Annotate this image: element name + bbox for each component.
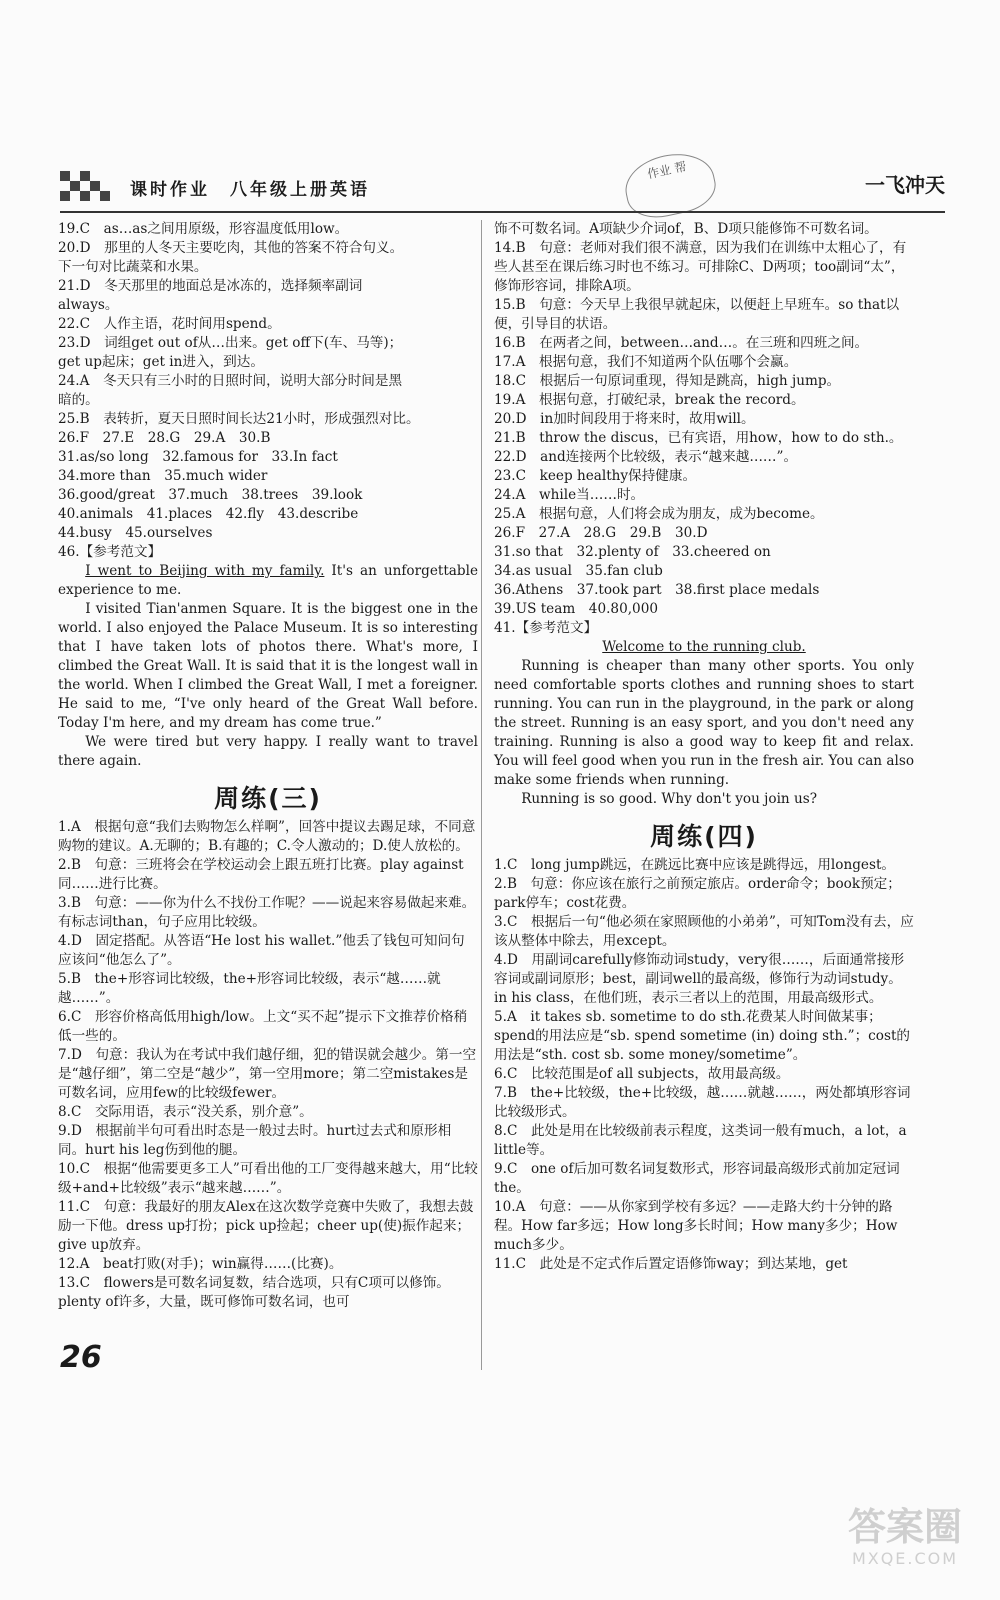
answer-line: 39.US team 40.80,000	[494, 601, 658, 617]
answer-line: 23.C keep healthy保持健康。	[494, 468, 697, 484]
answer-line: 36.Athens 37.took part 38.first place medals	[494, 582, 820, 598]
watermark-logo	[830, 1505, 980, 1585]
answer-list-left	[58, 220, 478, 562]
watermark-url: MXQE.COM	[851, 1549, 959, 1568]
answer-line: 11.C 句意：我最好的朋友Alex在这次数学竞赛中失败了，我想去鼓励一下他。dress up打扮；pick up捡起；cheer up(使)振作起来；give up放弃。	[58, 1199, 474, 1253]
answer-line: 15.B 句意：今天早上我很早就起床，以便赶上早班车。so that以便，引导目的状语。	[494, 297, 900, 332]
answer-line: 13.C flowers是可数名词复数，结合选项，只有C项可以修饰。plenty of许多，大量，既可修饰可数名词，也可	[58, 1275, 450, 1310]
answer-line: 3.B 句意：——你为什么不找份工作呢？——说起来容易做起来难。有标志词than，句子应用比较级。	[58, 895, 476, 930]
answer-line: get up起床；get in进入，到达。	[58, 354, 264, 370]
watermark-text: 答案圈	[847, 1505, 962, 1549]
answer-list-week4	[494, 856, 914, 1274]
answer-line: 44.busy 45.ourselves	[58, 525, 213, 541]
column-divider	[481, 220, 482, 1370]
answer-line: 34.more than 35.much wider	[58, 468, 268, 484]
page-header	[60, 159, 945, 207]
answer-line: 10.C 根据“他需要更多工人”可看出他的工厂变得越来越大，用“比较级+and+比较级”表示“越来越……”。	[58, 1161, 478, 1196]
answer-line: 24.A 冬天只有三小时的日照时间，说明大部分时间是黑	[58, 373, 403, 389]
left-column	[58, 220, 478, 1312]
essay-title-rest: It's an unforgettable experience to me.	[58, 563, 478, 598]
answer-line: 7.B the+比较级，the+比较级，越……就越……，两处都填形容词比较级形式。	[494, 1085, 911, 1120]
essay-title: I went to Beijing with my family.	[85, 563, 325, 579]
answer-line: 40.animals 41.places 42.fly 43.describe	[58, 506, 359, 522]
answer-line: 21.D 冬天那里的地面总是冰冻的，选择频率副词	[58, 278, 363, 294]
answer-line: 18.C 根据后一句原词重现，得知是跳高，high jump。	[494, 373, 841, 389]
answer-line: 5.A it takes sb. sometime to do sth.花费某人时间做某事；spend的用法应是“sb. spend sometime (in) doing sth.”；cost的用法是“sth. cost sb. some money/sometime”。	[494, 1009, 911, 1063]
essay-paragraph: We were tired but very happy. I really want to travel there again.	[58, 734, 478, 769]
answer-line: 24.A while当……时。	[494, 487, 645, 503]
answer-line: 46.【参考范文】	[58, 544, 162, 560]
answer-line: 16.B 在两者之间，between…and…。在三班和四班之间。	[494, 335, 869, 351]
answer-line: 14.B 句意：老师对我们很不满意，因为我们在训练中太粗心了，有些人甚至在课后练习时也不练习。可排除C、D两项；too副词“太”，修饰形容词，排除A项。	[494, 240, 907, 294]
answer-line: 1.A 根据句意“我们去购物怎么样啊”，回答中提议去踢足球，不同意购物的建议。A.无聊的；B.有趣的；C.令人激动的；D.使人放松的。	[58, 819, 476, 854]
answer-line: 下一句对比蔬菜和水果。	[58, 259, 208, 275]
answer-line: 5.B the+形容词比较级，the+形容词比较级，表示“越……就越……”。	[58, 971, 441, 1006]
answer-line: 9.C one of后加可数名词复数形式，形容词最高级形式前加定冠词the。	[494, 1161, 900, 1196]
answer-line: 暗的。	[58, 392, 99, 408]
brand-logo: 一飞冲天	[865, 173, 945, 197]
answer-line: 41.【参考范文】	[494, 620, 598, 636]
essay-beijing	[58, 562, 478, 771]
answer-line: 34.as usual 35.fan club	[494, 563, 663, 579]
essay-title: Welcome to the running club.	[602, 639, 806, 655]
answer-line: 10.A 句意：——从你家到学校有多远？——走路大约十分钟的路程。How far多远；How long多长时间；How many多少；How much多少。	[494, 1199, 902, 1253]
answer-line: 1.C long jump跳远，在跳远比赛中应该是跳得远，用longest。	[494, 857, 895, 873]
answer-line: 8.C 交际用语，表示“没关系，别介意”。	[58, 1104, 313, 1120]
answer-line: 20.D in加时间段用于将来时，故用will。	[494, 411, 755, 427]
answer-line: 2.B 句意：三班将会在学校运动会上跟五班打比赛。play against同……进行比赛。	[58, 857, 464, 892]
answer-line: 26.F 27.A 28.G 29.B 30.D	[494, 525, 708, 541]
essay-paragraph: Running is cheaper than many other sports. You only need comfortable sports clothes and running shoes to start running. You can run in the playground, in the park or along the street. Running is an easy sport, and you don't need any training. Running is also a good way to keep fit and relax. You will feel good when you run in the fresh air. You can also make some friends when running.	[494, 658, 914, 788]
answer-line: 6.C 形容价格高低用high/low。上文“买不起”提示下文推荐价格稍低一些的。	[58, 1009, 468, 1044]
answer-line: 7.D 句意：我认为在考试中我们越仔细，犯的错误就会越少。第一空是“越仔细”，第二空是“越少”，第一空用more；第二空mistakes是可数名词，应用few的比较级fewer。	[58, 1047, 477, 1101]
answer-line: 6.C 比较范围是of all subjects，故用最高级。	[494, 1066, 790, 1082]
stamp-logo: 作业 帮	[620, 146, 721, 223]
answer-line: 9.D 根据前半句可看出时态是一般过去时。hurt过去式和原形相同。hurt his leg伤到他的腿。	[58, 1123, 452, 1158]
page-number: 26	[60, 1340, 102, 1375]
answer-line: 19.C as…as之间用原级，形容温度低用low。	[58, 221, 349, 237]
answer-line: always。	[58, 297, 119, 313]
answer-line: 12.A beat打败(对手)；win赢得……(比赛)。	[58, 1256, 343, 1272]
answer-line: 4.D 用副词carefully修饰动词study，very很……，后面通常接形容词或副词原形；best，副词well的最高级，修饰行为动词study。in his class，在他们班，表示三者以上的范围，用最高级形式。	[494, 952, 905, 1006]
right-column	[494, 220, 914, 1274]
answer-line: 22.C 人作主语，花时间用spend。	[58, 316, 281, 332]
essay-running	[494, 638, 914, 809]
answer-line: 25.B 表转折，夏天日照时间长达21小时，形成强烈对比。	[58, 411, 420, 427]
answer-line: 31.as/so long 32.famous for 33.In fact	[58, 449, 338, 465]
answer-line: 20.D 那里的人冬天主要吃肉，其他的答案不符合句义。	[58, 240, 404, 256]
checker-decoration	[60, 171, 120, 201]
answer-line: 19.A 根据句意，打破纪录，break the record。	[494, 392, 805, 408]
answer-line: 21.B throw the discus，已有宾语，用how，how to do sth.。	[494, 430, 903, 446]
answer-line: 3.C 根据后一句“他必须在家照顾他的小弟弟”，可知Tom没有去，应该从整体中除去，用except。	[494, 914, 914, 949]
header-rule	[60, 211, 945, 213]
answer-list-week3	[58, 818, 478, 1312]
answer-line: 4.D 固定搭配。从答语“He lost his wallet.”他丢了钱包可知问句应该问“他怎么了”。	[58, 933, 465, 968]
essay-paragraph: I visited Tian'anmen Square. It is the biggest one in the world. I also enjoyed the Palace Museum. It is so interesting that I have taken lots of photos there. What's more, I climbed the Great Wall. It is said that it is the longest wall in the world. When I climbed the Great Wall, I met a foreigner. He said to me, “I've only heard of the Great Wall before. Today I'm here, and my dream has come true.”	[58, 601, 478, 731]
answer-line: 23.D 词组get out of从…出来。get off下(车、马等)；	[58, 335, 403, 351]
answer-line: 2.B 句意：你应该在旅行之前预定旅店。order命令；book预定；park停车；cost花费。	[494, 876, 901, 911]
answer-line: 饰不可数名词。A项缺少介词of，B、D项只能修饰不可数名词。	[494, 221, 878, 237]
answer-line: 8.C 此处是用在比较级前表示程度，这类词一般有much，a lot，a little等。	[494, 1123, 911, 1158]
section-title-week4: 周练(四)	[650, 822, 758, 851]
answer-line: 25.A 根据句意，人们将会成为朋友，成为become。	[494, 506, 824, 522]
answer-line: 11.C 此处是不定式作后置定语修饰way；到达某地，get	[494, 1256, 848, 1272]
answer-line: 22.D and连接两个比较级，表示“越来越……”。	[494, 449, 798, 465]
answer-list-right	[494, 220, 914, 638]
answer-line: 17.A 根据句意，我们不知道两个队伍哪个会赢。	[494, 354, 798, 370]
essay-first-line	[58, 562, 478, 600]
answer-line: 36.good/great 37.much 38.trees 39.look	[58, 487, 363, 503]
answer-line: 31.so that 32.plenty of 33.cheered on	[494, 544, 771, 560]
book-title: 课时作业 八年级上册英语	[130, 180, 370, 200]
answer-line: 26.F 27.E 28.G 29.A 30.B	[58, 430, 271, 446]
essay-paragraph: Running is so good. Why don't you join us?	[521, 791, 818, 807]
section-title-week3: 周练(三)	[214, 784, 322, 813]
